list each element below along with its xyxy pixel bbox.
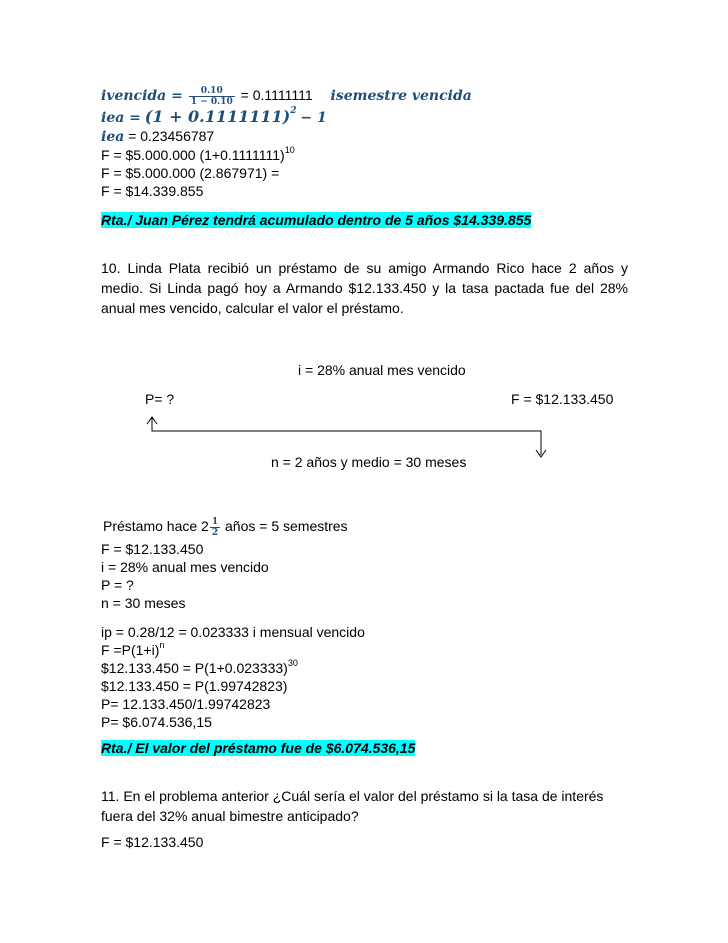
p10-line-7 — [101, 660, 298, 677]
p10-line-9: P= 12.133.450/1.99742823 — [101, 696, 271, 712]
formula-text: F =P(1+i) — [101, 642, 160, 658]
answer-1-text: Rta./ Juan Pérez tendrá acumulado dentro de 5 años $14.339.855 — [101, 212, 532, 228]
problem-11-statement: 11. En el problema anterior ¿Cuál sería el valor del préstamo si la tasa de interés fuera del 32% anual bimestre anticipado? — [101, 788, 604, 824]
timeline — [147, 417, 546, 457]
p10-line-10: P= $6.074.536,15 — [101, 714, 212, 730]
fraction-denominator: 1 − 0.10 — [190, 97, 233, 107]
formula-exponent: n — [159, 640, 165, 650]
n-label: n = 2 años y medio = 30 meses — [271, 454, 467, 470]
ivencida-label: ivencida = — [101, 88, 183, 105]
f-line-2: F = $5.000.000 (2.867971) = — [101, 165, 280, 181]
half-denominator: 2 — [211, 528, 219, 538]
p11-line-1: F = $12.133.450 — [101, 834, 204, 850]
iea-label-2: iea — [101, 129, 125, 145]
cash-flow-diagram — [0, 0, 728, 470]
iea-label: iea = — [101, 110, 141, 126]
equation-exponent: 30 — [287, 658, 298, 668]
answer-2-text: Rta./ El valor del préstamo fue de $6.074.536,15 — [101, 740, 416, 756]
f-line-3: F = $14.339.855 — [101, 183, 204, 199]
half-numerator: 1 — [211, 517, 219, 527]
rate-label: i = 28% anual mes vencido — [298, 362, 466, 378]
iea-exponent: 2 — [290, 106, 297, 116]
iea-expression: (1 + 0.1111111) — [144, 107, 291, 126]
ivencida-result: = 0.1111111 — [240, 87, 313, 104]
p10-line-1: F = $12.133.450 — [101, 541, 204, 557]
p10-line-4: n = 30 meses — [101, 595, 186, 611]
prestamo-pre: Préstamo hace 2 — [103, 518, 209, 535]
f-expression: F = $5.000.000 (1+0.1111111) — [101, 147, 285, 163]
p10-line-2: i = 28% anual mes vencido — [101, 559, 269, 575]
equation-text: $12.133.450 = P(1+0.023333) — [101, 660, 288, 676]
p-label: P= ? — [145, 391, 175, 407]
answer-2 — [101, 740, 415, 757]
fraction-numerator: 0.10 — [189, 86, 235, 97]
p10-line-8: $12.133.450 = P(1.99742823) — [101, 678, 288, 694]
prestamo-line — [103, 517, 348, 538]
semestre-label: isemestre vencida — [330, 88, 472, 105]
prestamo-post: años = 5 semestres — [225, 518, 348, 535]
f-exponent: 10 — [284, 145, 295, 155]
p10-line-5: ip = 0.28/12 = 0.023333 i mensual vencido — [101, 624, 365, 640]
iea-value: = 0.23456787 — [128, 128, 215, 144]
timeline-line — [152, 417, 541, 455]
problem-10-statement: 10. Linda Plata recibió un préstamo de su amigo Armando Rico hace 2 años y medio. Si Linda pagó hoy a Armando $12.133.450 y la tasa pactada fue del 28% anual mes vencido, calcular el valor el préstamo. — [101, 260, 628, 316]
half-fraction — [210, 517, 220, 538]
f-label: F = $12.133.450 — [511, 391, 614, 407]
iea-tail: − 1 — [300, 110, 327, 126]
p10-line-3: P = ? — [101, 577, 134, 593]
p10-line-6 — [101, 642, 164, 659]
